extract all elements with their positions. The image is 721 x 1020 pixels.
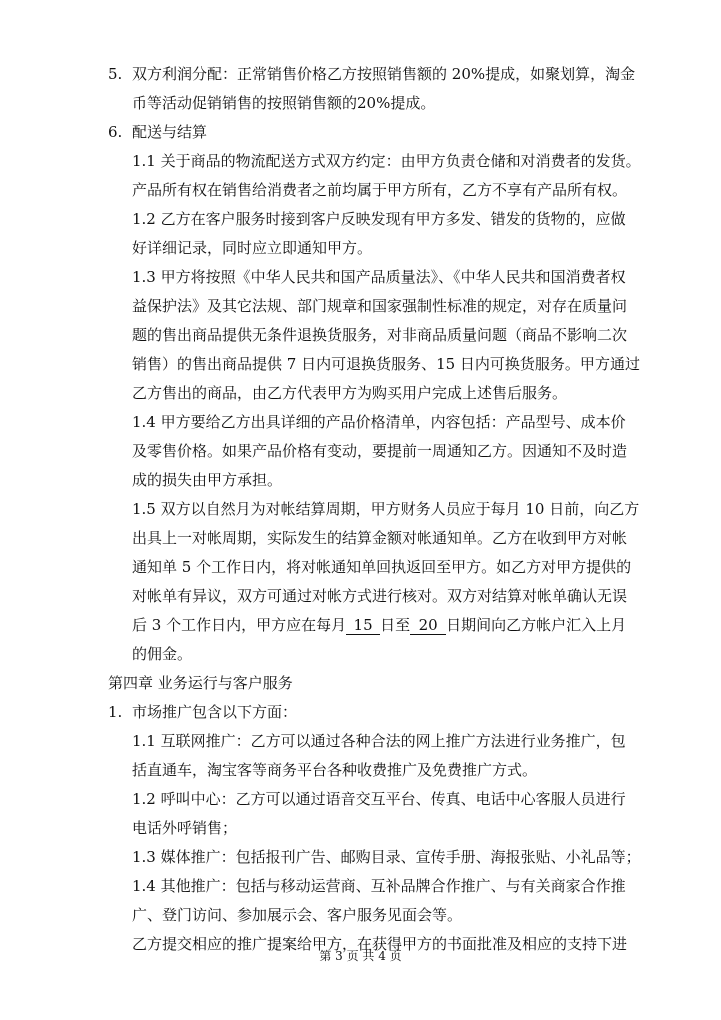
clause-m-2-line-1: 1.2 呼叫中心：乙方可以通过语音交互平台、传真、电话中心客服人员进行: [132, 790, 626, 808]
section-number: 6.: [108, 123, 123, 141]
section-5-line-1: [108, 62, 635, 86]
clause-6-5-line-6: 的佣金。: [132, 645, 193, 663]
section-number: 5.: [108, 65, 123, 83]
clause-6-4-line-3: 成的损失由甲方承担。: [132, 471, 283, 489]
section-title: 市场推广包含以下方面：: [132, 703, 298, 721]
section-number: 1.: [108, 703, 123, 721]
clause-6-5-line-4: 对帐单有异议，双方可通过对帐方式进行核对。双方对结算对帐单确认无误: [132, 587, 628, 605]
section-6-heading: [108, 120, 207, 144]
chapter-4-heading: 第四章 业务运行与客户服务: [108, 674, 293, 692]
clause-6-2-line-2: 好详细记录，同时应立即通知甲方。: [132, 239, 373, 257]
clause-6-5-line-2: 出具上一对帐周期，实际发生的结算金额对帐通知单。乙方在收到甲方对帐: [132, 529, 628, 547]
clause-6-3-line-3: 题的售出商品提供无条件退换货服务，对非商品质量问题（商品不影响二次: [132, 326, 628, 344]
clause-m-3-line-1: 1.3 媒体推广：包括报刊广告、邮购目录、宣传手册、海报张贴、小礼品等；: [132, 848, 641, 866]
marketing-heading: [108, 700, 297, 724]
settlement-start-day: 15: [346, 616, 380, 635]
page-footer: 第 3 页 共 4 页: [319, 949, 402, 963]
clause-6-5-line-1: 1.5 双方以自然月为对帐结算周期，甲方财务人员应于每月 10 日前，向乙方: [132, 500, 640, 518]
closing-paragraph-line-1: 乙方提交相应的推广提案给甲方，在获得甲方的书面批准及相应的支持下进: [132, 935, 628, 953]
paragraph-text: 日至: [380, 616, 411, 634]
clause-6-5-line-5: [132, 613, 626, 637]
paragraph-text: 双方利润分配：正常销售价格乙方按照销售额的 20%提成，如聚划算，淘金: [132, 65, 636, 83]
paragraph-text: 日期间向乙方帐户汇入上月: [446, 616, 627, 634]
clause-m-1-line-1: 1.1 互联网推广：乙方可以通过各种合法的网上推广方法进行业务推广，包: [132, 732, 626, 750]
clause-6-1-line-1: 1.1 关于商品的物流配送方式双方约定：由甲方负责仓储和对消费者的发货。: [132, 152, 641, 170]
paragraph-text: 后 3 个工作日内，甲方应在每月: [132, 616, 347, 634]
clause-6-3-line-1: 1.3 甲方将按照《中华人民共和国产品质量法》、《中华人民共和国消费者权: [132, 268, 626, 286]
clause-6-4-line-2: 及零售价格。如果产品价格有变动，要提前一周通知乙方。因通知不及时造: [132, 442, 628, 460]
settlement-end-day: 20: [410, 616, 446, 635]
clause-6-3-line-5: 乙方售出的商品，由乙方代表甲方为购买用户完成上述售后服务。: [132, 384, 568, 402]
clause-6-5-line-3: 通知单 5 个工作日内，将对帐通知单回执返回至甲方。如乙方对甲方提供的: [132, 558, 632, 576]
section-title: 配送与结算: [132, 123, 208, 141]
clause-m-4-line-1: 1.4 其他推广：包括与移动运营商、互补品牌合作推广、与有关商家合作推: [132, 877, 626, 895]
clause-6-3-line-2: 益保护法》及其它法规、部门规章和国家强制性标准的规定，对存在质量问: [132, 297, 628, 315]
clause-6-2-line-1: 1.2 乙方在客户服务时接到客户反映发现有甲方多发、错发的货物的，应做: [132, 210, 626, 228]
clause-m-4-line-2: 广、登门访问、参加展示会、客户服务见面会等。: [132, 906, 463, 924]
clause-m-2-line-2: 电话外呼销售；: [132, 819, 238, 837]
clause-6-3-line-4: 销售）的售出商品提供 7 日内可退换货服务、15 日内可换货服务。甲方通过: [132, 355, 640, 373]
clause-6-1-line-2: 产品所有权在销售给消费者之前均属于甲方所有，乙方不享有产品所有权。: [132, 181, 628, 199]
clause-6-4-line-1: 1.4 甲方要给乙方出具详细的产品价格清单，内容包括：产品型号、成本价: [132, 413, 626, 431]
clause-m-1-line-2: 括直通车，淘宝客等商务平台各种收费推广及免费推广方式。: [132, 761, 538, 779]
section-5-line-2: 币等活动促销销售的按照销售额的20%提成。: [132, 94, 436, 112]
